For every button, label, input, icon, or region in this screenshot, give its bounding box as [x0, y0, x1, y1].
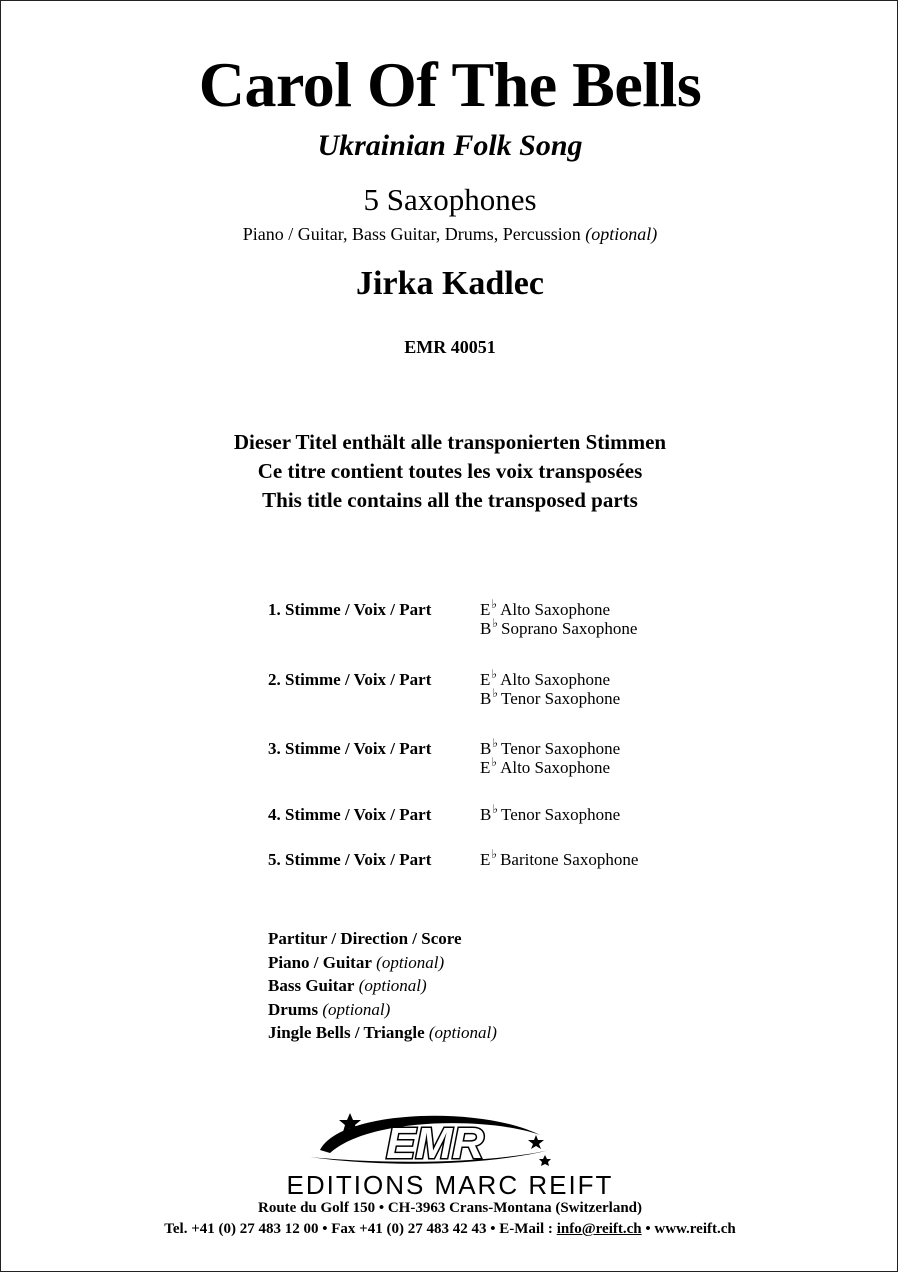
star-icon	[528, 1135, 544, 1149]
part-label: 4. Stimme / Voix / Part	[268, 805, 432, 824]
instrumentation: 5 Saxophones	[363, 182, 537, 217]
extras-item: Bass Guitar (optional)	[268, 976, 427, 995]
email-link[interactable]: info@reift.ch	[556, 1221, 642, 1237]
part-instrument: B♭ Tenor Saxophone	[480, 802, 621, 824]
part-instrument: E♭ Alto Saxophone	[480, 755, 611, 777]
catalog-number: EMR 40051	[404, 337, 496, 357]
extras-item: Piano / Guitar (optional)	[268, 952, 445, 972]
flat-symbol: ♭	[491, 597, 498, 611]
transposed-notice	[0, 428, 900, 515]
extras-item: Jingle Bells / Triangle (optional)	[268, 1023, 497, 1042]
flat-symbol: ♭	[491, 847, 498, 861]
part-instruments	[480, 736, 621, 777]
flat-symbol: ♭	[491, 755, 498, 769]
part-instruments	[480, 802, 621, 824]
part-instrument: B♭ Tenor Saxophone	[480, 686, 621, 708]
publisher-address: Route du Golf 150 • CH-3963 Crans-Montana (Switzerland)	[258, 1200, 642, 1216]
part-instruments	[480, 667, 621, 708]
emr-logo	[300, 1105, 560, 1175]
score-title: Carol Of The Bells	[198, 49, 702, 120]
part-instrument: E♭ Alto Saxophone	[480, 597, 611, 619]
notice-line-de: Dieser Titel enthält alle transponierten Stimmen	[233, 430, 667, 454]
part-label: 1. Stimme / Voix / Part	[268, 600, 432, 619]
flat-symbol: ♭	[491, 667, 498, 681]
rhythm-section	[0, 223, 900, 245]
flat-symbol: ♭	[492, 686, 499, 700]
extras-item: Drums (optional)	[268, 999, 391, 1019]
part-label: 3. Stimme / Voix / Part	[268, 739, 432, 758]
rhythm-section-text: Piano / Guitar, Bass Guitar, Drums, Percussion	[242, 224, 581, 244]
logo-text: EMR	[386, 1119, 484, 1168]
extras-list	[268, 927, 497, 1045]
publisher-contact: Tel. +41 (0) 27 483 12 00 • Fax +41 (0) 27 483 42 43 • E-Mail : info@reift.ch • www.reift.ch	[164, 1221, 736, 1237]
score-subtitle: Ukrainian Folk Song	[317, 129, 583, 162]
part-instrument: E♭ Alto Saxophone	[480, 667, 611, 689]
part-instruments	[480, 847, 639, 869]
flat-symbol: ♭	[492, 736, 499, 750]
composer: Jirka Kadlec	[356, 265, 544, 302]
part-instrument: B♭ Soprano Saxophone	[480, 616, 638, 638]
notice-line-fr: Ce titre contient toutes les voix transposées	[257, 459, 643, 483]
star-icon	[539, 1155, 551, 1166]
part-instrument: B♭ Tenor Saxophone	[480, 736, 621, 758]
extras-item: Partitur / Direction / Score	[268, 929, 462, 948]
part-instruments	[480, 597, 638, 638]
publisher-name: EDITIONS MARC REIFT	[286, 1170, 614, 1200]
part-label: 2. Stimme / Voix / Part	[268, 670, 432, 689]
flat-symbol: ♭	[492, 802, 499, 816]
flat-symbol: ♭	[492, 616, 499, 630]
notice-line-en: This title contains all the transposed parts	[262, 488, 638, 512]
part-instrument: E♭ Baritone Saxophone	[480, 847, 639, 869]
part-label: 5. Stimme / Voix / Part	[268, 850, 432, 869]
rhythm-optional: (optional)	[585, 224, 658, 244]
